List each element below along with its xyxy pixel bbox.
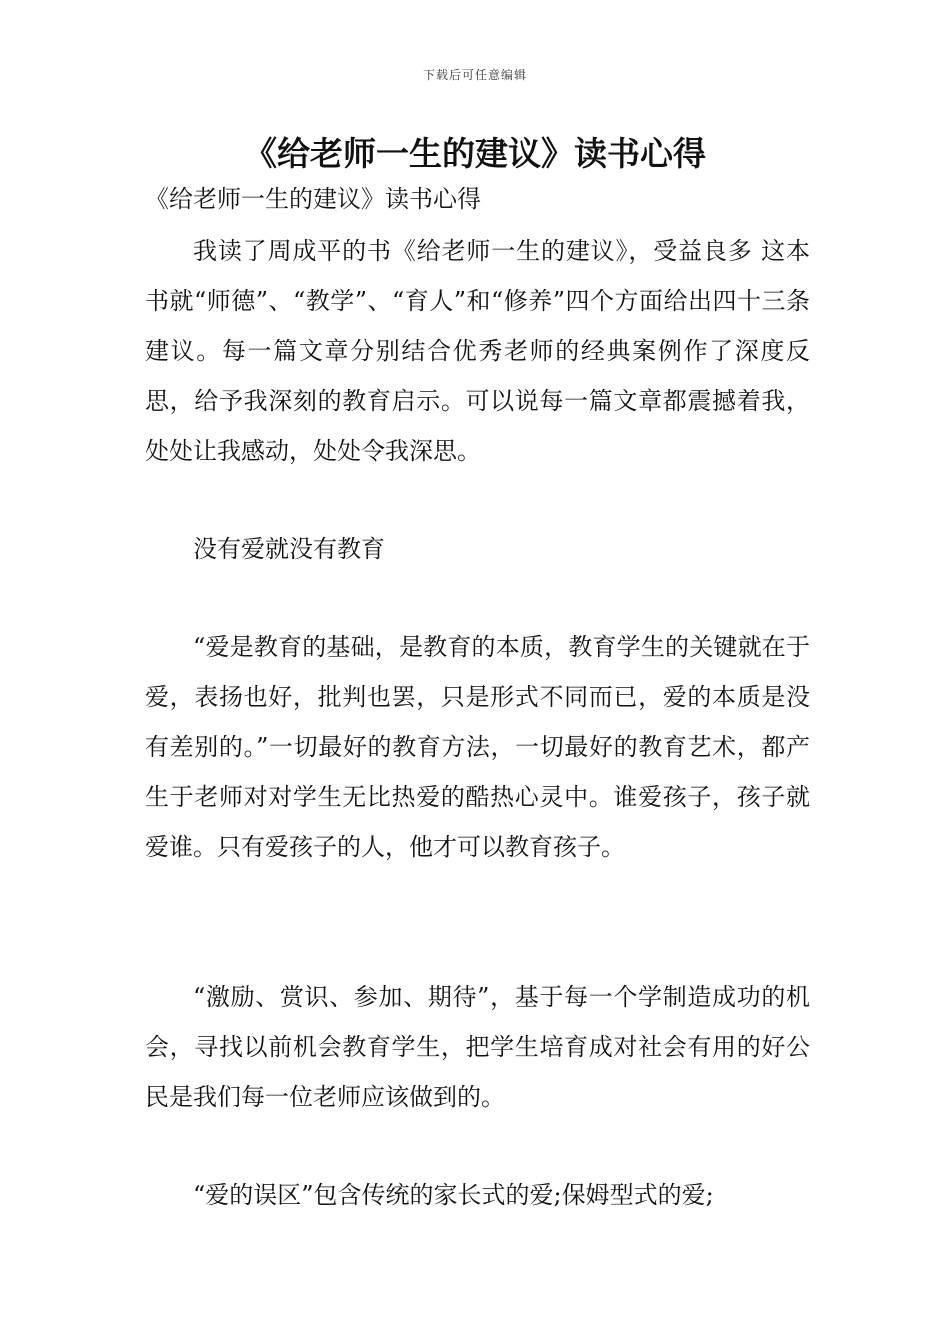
- header-note: 下载后可任意编辑: [422, 68, 527, 82]
- document-title: 《给老师一生的建议》读书心得: [244, 134, 706, 173]
- paragraph-intro: 我读了周成平的书《给老师一生的建议》，受益良多 这本书就“师德”、“教学”、“育人”和“修养”四个方面给出四十三条建议。每一篇文章分别结合优秀老师的经典案例作了深度反思，给予我深刻的教育启示。可以说每一篇文章都震撼着我，处处让我感动，处处令我深思。: [145, 237, 810, 465]
- paragraph-encouragement: “激励、赏识、参加、期待”，基于每一个学制造成功的机会，寻找以前机会教育学生，把学生培育成对社会有用的好公民是我们每一位老师应该做到的。: [145, 983, 810, 1111]
- section-heading: 没有爱就没有教育: [193, 535, 385, 563]
- document-subtitle: 《给老师一生的建议》读书心得: [145, 185, 481, 213]
- paragraph-love: “爱是教育的基础，是教育的本质，教育学生的关键就在于爱，表扬也好，批判也罢，只是形式不同而已，爱的本质是没有差别的。”一切最好的教育方法，一切最好的教育艺术，都产生于老师对对学生无比热爱的酷热心灵中。谁爱孩子，孩子就爱谁。只有爱孩子的人，他才可以教育孩子。: [145, 633, 810, 861]
- paragraph-love-misconceptions: “爱的误区”包含传统的家长式的爱;保姆型式的爱;: [193, 1181, 714, 1209]
